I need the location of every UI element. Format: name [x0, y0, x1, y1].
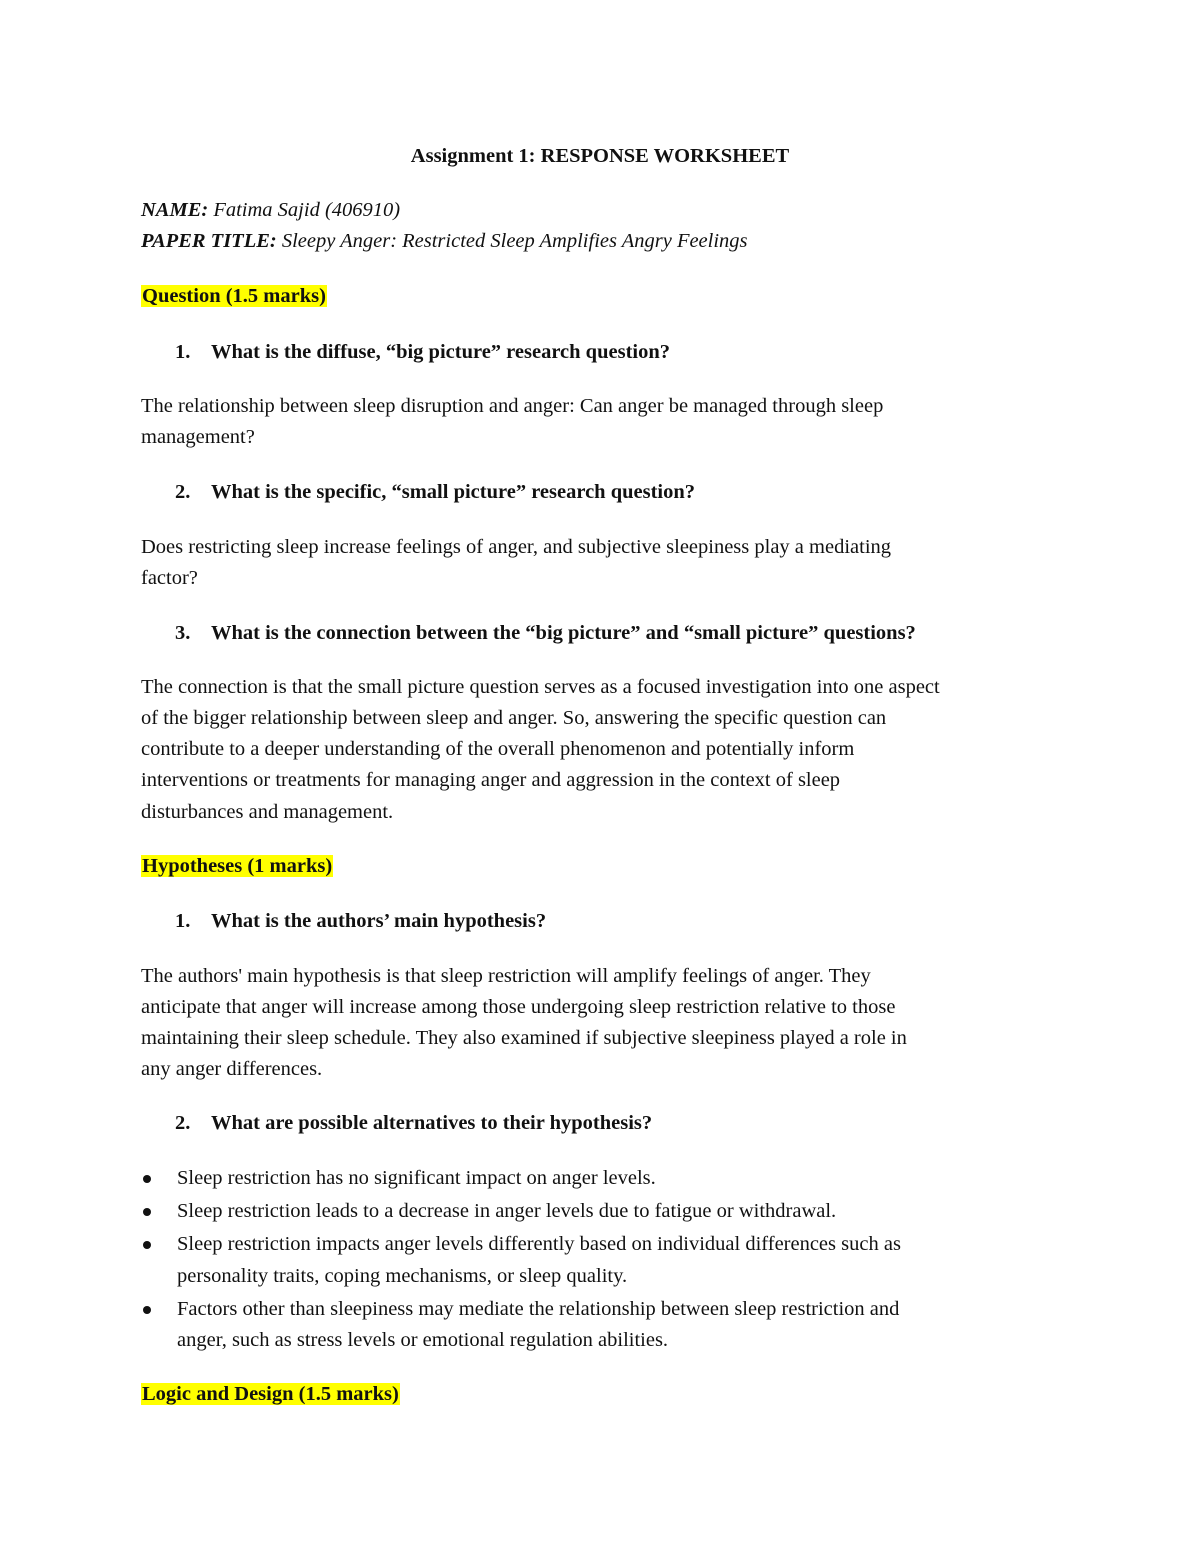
section-heading-logic-design: Logic and Design (1.5 marks) — [142, 1383, 399, 1405]
section-heading-question: Question (1.5 marks) — [142, 285, 326, 307]
answer-1-3-line-1: The connection is that the small picture question serves as a focused investigation into one aspect — [141, 676, 940, 698]
answer-1-1-line-2: management? — [141, 426, 255, 448]
bullet-item-1: Sleep restriction has no significant impact on anger levels. — [177, 1167, 656, 1189]
answer-1-3-line-4: interventions or treatments for managing anger and aggression in the context of sleep — [141, 769, 841, 791]
bullet-item-3-line-1: Sleep restriction impacts anger levels differently based on individual differences such as — [177, 1233, 901, 1255]
bullet-item-4-line-2: anger, such as stress levels or emotional regulation abilities. — [177, 1329, 669, 1351]
bullet-icon — [143, 1306, 151, 1314]
section-heading-hypotheses: Hypotheses (1 marks) — [142, 855, 333, 877]
bullet-icon — [143, 1175, 151, 1183]
paper-title-value: Sleepy Anger: Restricted Sleep Amplifies Angry Feelings — [281, 230, 748, 252]
answer-1-2-line-2: factor? — [141, 567, 198, 589]
answer-2-1-line-3: maintaining their sleep schedule. They also examined if subjective sleepiness played a role in — [141, 1027, 907, 1049]
name-value: Fatima Sajid (406910) — [213, 199, 401, 221]
name-label: NAME: — [141, 199, 209, 221]
bullet-item-2: Sleep restriction leads to a decrease in anger levels due to fatigue or withdrawal. — [177, 1200, 837, 1222]
question-1-1: 1. What is the diffuse, “big picture” research question? — [175, 341, 670, 363]
question-1-2: 2. What is the specific, “small picture” research question? — [175, 481, 696, 503]
answer-1-3-line-3: contribute to a deeper understanding of the overall phenomenon and potentially inform — [141, 738, 855, 760]
answer-2-1-line-1: The authors' main hypothesis is that sleep restriction will amplify feelings of anger. They — [141, 965, 871, 987]
paper-title-label: PAPER TITLE: — [141, 230, 277, 252]
answer-2-1-line-2: anticipate that anger will increase among those undergoing sleep restriction relative to those — [141, 996, 896, 1018]
bullet-item-3-line-2: personality traits, coping mechanisms, or sleep quality. — [177, 1265, 628, 1287]
question-2-2: 2. What are possible alternatives to their hypothesis? — [175, 1112, 653, 1134]
bullet-icon — [143, 1241, 151, 1249]
answer-1-3-line-2: of the bigger relationship between sleep and anger. So, answering the specific question can — [141, 707, 887, 729]
name-line — [141, 198, 400, 222]
bullet-icon — [143, 1208, 151, 1216]
page-title: Assignment 1: RESPONSE WORKSHEET — [410, 145, 790, 167]
question-1-3: 3. What is the connection between the “big picture” and “small picture” questions? — [175, 622, 916, 644]
answer-1-3-line-5: disturbances and management. — [141, 801, 394, 823]
answer-1-2-line-1: Does restricting sleep increase feelings of anger, and subjective sleepiness play a mediating — [141, 536, 892, 558]
answer-1-1-line-1: The relationship between sleep disruption and anger: Can anger be managed through sleep — [141, 395, 884, 417]
bullet-item-4-line-1: Factors other than sleepiness may mediate the relationship between sleep restriction and — [177, 1298, 900, 1320]
question-2-1: 1. What is the authors’ main hypothesis? — [175, 910, 547, 932]
answer-2-1-line-4: any anger differences. — [141, 1058, 323, 1080]
paper-title-line — [141, 229, 748, 253]
